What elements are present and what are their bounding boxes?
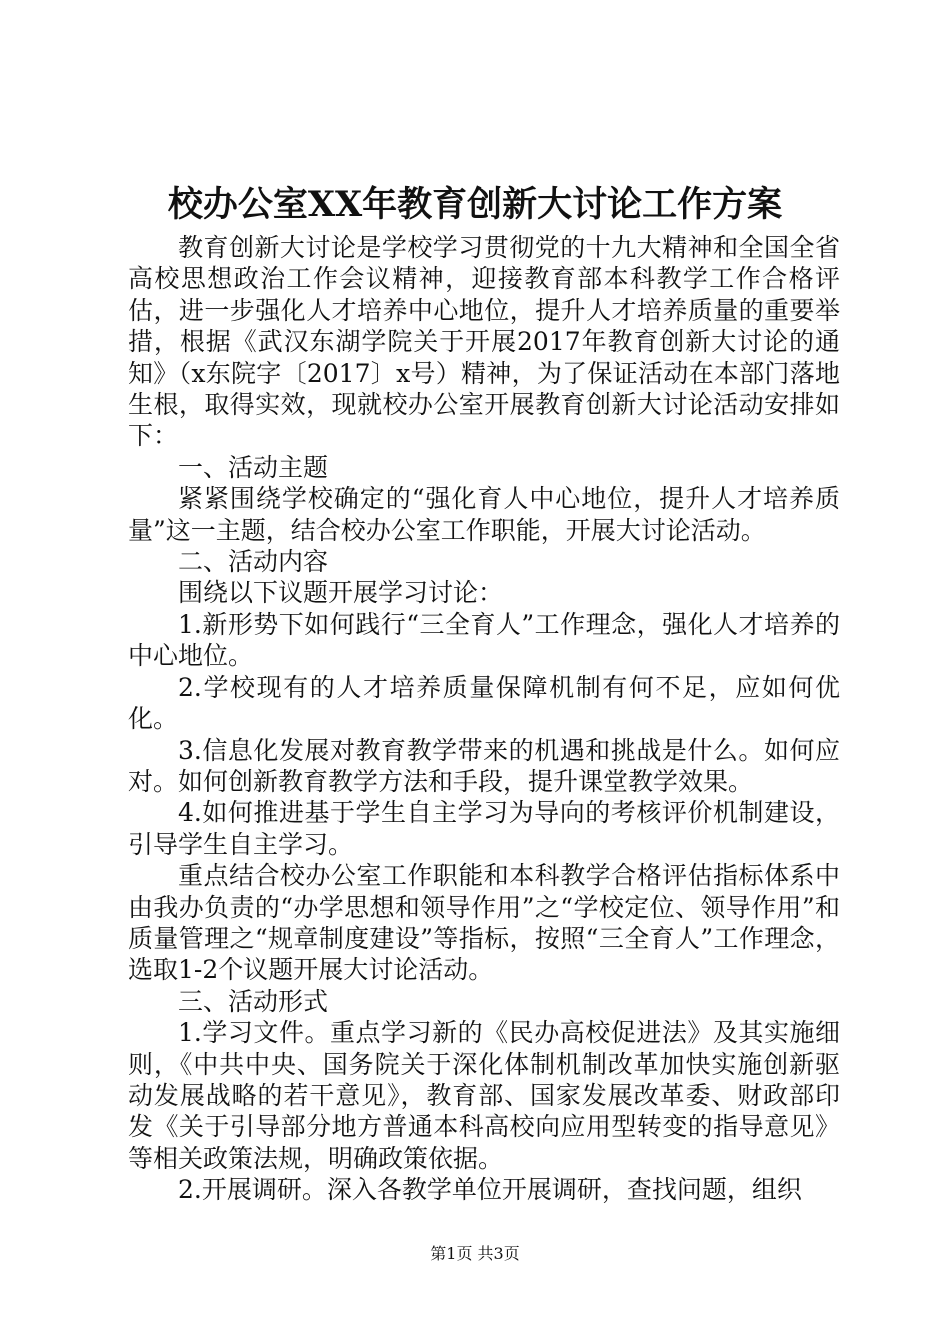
format-item-2: 2.开展调研。深入各教学单位开展调研，查找问题，组织	[178, 1175, 802, 1205]
topic-item-3: 3.信息化发展对教育教学带来的机遇和挑战是什么。如何应对。如何创新教育教学方法和手段，提升课堂教学效果。	[128, 735, 840, 796]
paragraph-intro: 教育创新大讨论是学校学习贯彻党的十九大精神和全国全省高校思想政治工作会议精神，迎接教育部本科教学工作合格评估，进一步强化人才培养中心地位，提升人才培养质量的重要举措，根据《武汉东湖学院关于开展2017年教育创新大讨论的通知》（x东院字〔2017〕x号）精神，为了保证活动在本部门落地生根，取得实效，现就校办公室开展教育创新大讨论活动安排如下：	[128, 233, 840, 451]
format-item-1: 1.学习文件。重点学习新的《民办高校促进法》及其实施细则，《中共中央、国务院关于深化体制机制改革加快实施创新驱动发展战略的若干意见》，教育部、国家发展改革委、财政部印发《关于引导部分地方普通本科高校向应用型转变的指导意见》等相关政策法规，明确政策依据。	[128, 1018, 840, 1173]
section-heading-theme: 一、活动主题	[178, 452, 329, 482]
paragraph-focus: 重点结合校办公室工作职能和本科教学合格评估指标体系中由我办负责的“办学思想和领导作用”之“学校定位、领导作用”和质量管理之“规章制度建设”等指标，按照“三全育人”工作理念，选取1-2个议题开展大讨论活动。	[128, 861, 840, 985]
page-footer: 第1页 共3页	[430, 1244, 520, 1263]
section-heading-format: 三、活动形式	[178, 986, 329, 1016]
topic-item-4: 4.如何推进基于学生自主学习为导向的考核评价机制建设，引导学生自主学习。	[128, 798, 840, 859]
paragraph-topics-intro: 围绕以下议题开展学习讨论：	[178, 578, 504, 608]
document-title: 校办公室XX年教育创新大讨论工作方案	[167, 184, 783, 225]
section-heading-content: 二、活动内容	[178, 547, 329, 577]
paragraph-theme: 紧紧围绕学校确定的“强化育人中心地位，提升人才培养质量”这一主题，结合校办公室工作职能，开展大讨论活动。	[128, 484, 840, 545]
topic-item-2: 2.学校现有的人才培养质量保障机制有何不足，应如何优化。	[128, 672, 840, 734]
topic-item-1: 1.新形势下如何践行“三全育人”工作理念，强化人才培养的中心地位。	[128, 609, 840, 671]
document-body	[128, 232, 840, 1206]
